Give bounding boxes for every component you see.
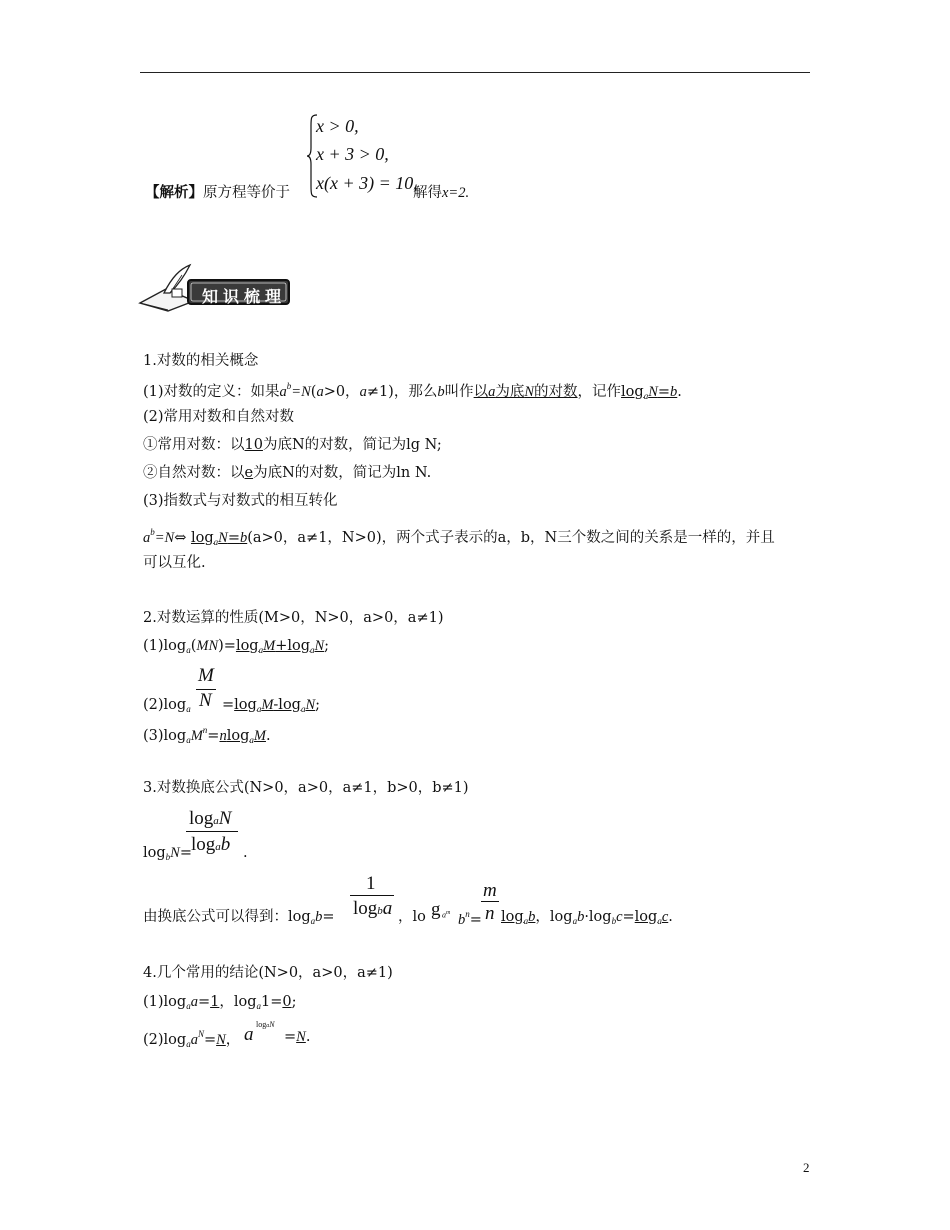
s3-tail: $\log_ab$，$\log_ab\cdot\log_bc=\log_ac$. [501,909,673,926]
s3-lead-line: 由换底公式可以得到：$\log_ab=$ [143,909,335,926]
s3-frac3-den: n [485,903,495,924]
solution-label: 【解析】 [145,184,203,201]
s2-rule-2-rhs: $=\log_aM-\log_aN$; [222,697,321,714]
s2-frac-num: M [198,665,214,686]
s3-g: g [431,899,441,920]
s2-title: 2.对数运算的性质(M>0，N>0，a>0，a≠1) [143,610,444,626]
solution-result [413,186,469,201]
s3-frac-num: logaN [189,808,232,829]
section-badge [136,263,292,313]
s3-mid: ，lo [398,909,426,925]
system-line-3: x(x + 3) = 10, [316,173,418,193]
header-rule [140,72,810,73]
s1-p7: 可以互化. [143,555,206,571]
s4-rule-2-end: =N. [284,1029,311,1045]
s1-p6: $a^b=N\Leftrightarrow$ $\log_aN=b(a>0$，a≠1，N>0)，两个式子表示的a，b，N三个数之间的关系是一样的，并且 [143,527,775,547]
s3-frac2-num: 1 [366,873,376,894]
s4-power-exp: logaN [256,1020,275,1029]
page-number: 2 [803,1160,810,1175]
s3-frac2-line [350,895,394,896]
s3-title: 3.对数换底公式(N>0，a>0，a≠1，b>0，b≠1) [143,780,469,796]
s2-rule-3: $(3)\log_aM^n=nlog_aM$. [143,725,271,745]
s1-p3: ①常用对数：以10为底N的对数，简记为lg N; [143,437,442,453]
s4-power-base: a [244,1024,254,1045]
s1-underline-2: $\log_aN=b$ [621,384,678,401]
system-line-2: x + 3 > 0, [316,144,389,164]
s3-frac3-num: m [483,880,497,901]
s3-frac-line [186,831,238,832]
s1-p5: (3)指数式与对数式的相互转化 [143,493,338,509]
s3-formula-lhs: $\log_bN=$ [143,845,192,862]
s4-title: 4.几个常用的结论(N>0，a>0，a≠1) [143,965,393,981]
system-line-1: x > 0, [316,116,359,136]
s1-p2: (2)常用对数和自然对数 [143,409,295,425]
s3-sub-am: $a^m$ [442,910,451,920]
s3-frac3-line [481,901,499,902]
s2-rule-1: $(1)\log_a(MN)=\log_aM+\log_aN$; [143,638,330,655]
s2-frac-den: N [199,690,212,711]
s3-bn: $b^n=$ [458,909,482,928]
s1-title: 1.对数的相关概念 [143,353,259,369]
result-text: 解得 [413,185,442,201]
s3-formula-end: . [243,845,248,861]
s3-frac-den: logab [191,834,231,855]
solution-lead: 原方程等价于 [203,185,290,201]
s2-rule-2: $(2)\log_a$ [143,697,191,714]
s4-rule-2: $(2)\log_aa^N=N$， [143,1029,241,1049]
s4-rule-1: $(1)\log_aa=1$，$\log_a1=0$; [143,994,297,1011]
section-badge-text: 知识梳理 [202,287,287,306]
s1-underline-1: 以a为底N的对数 [473,384,578,400]
s3-frac2-den: logba [353,898,393,919]
s1-definition: (1)对数的定义：如果$a^b=N(a>0$，a≠1)，那么b叫作以a为底N的对数，记作$\log_aN=b$. [143,381,682,401]
result-expr: x=2. [442,185,470,201]
s1-p4: ②自然对数：以e为底N的对数，简记为ln N. [143,465,432,481]
solution-line [145,186,290,201]
